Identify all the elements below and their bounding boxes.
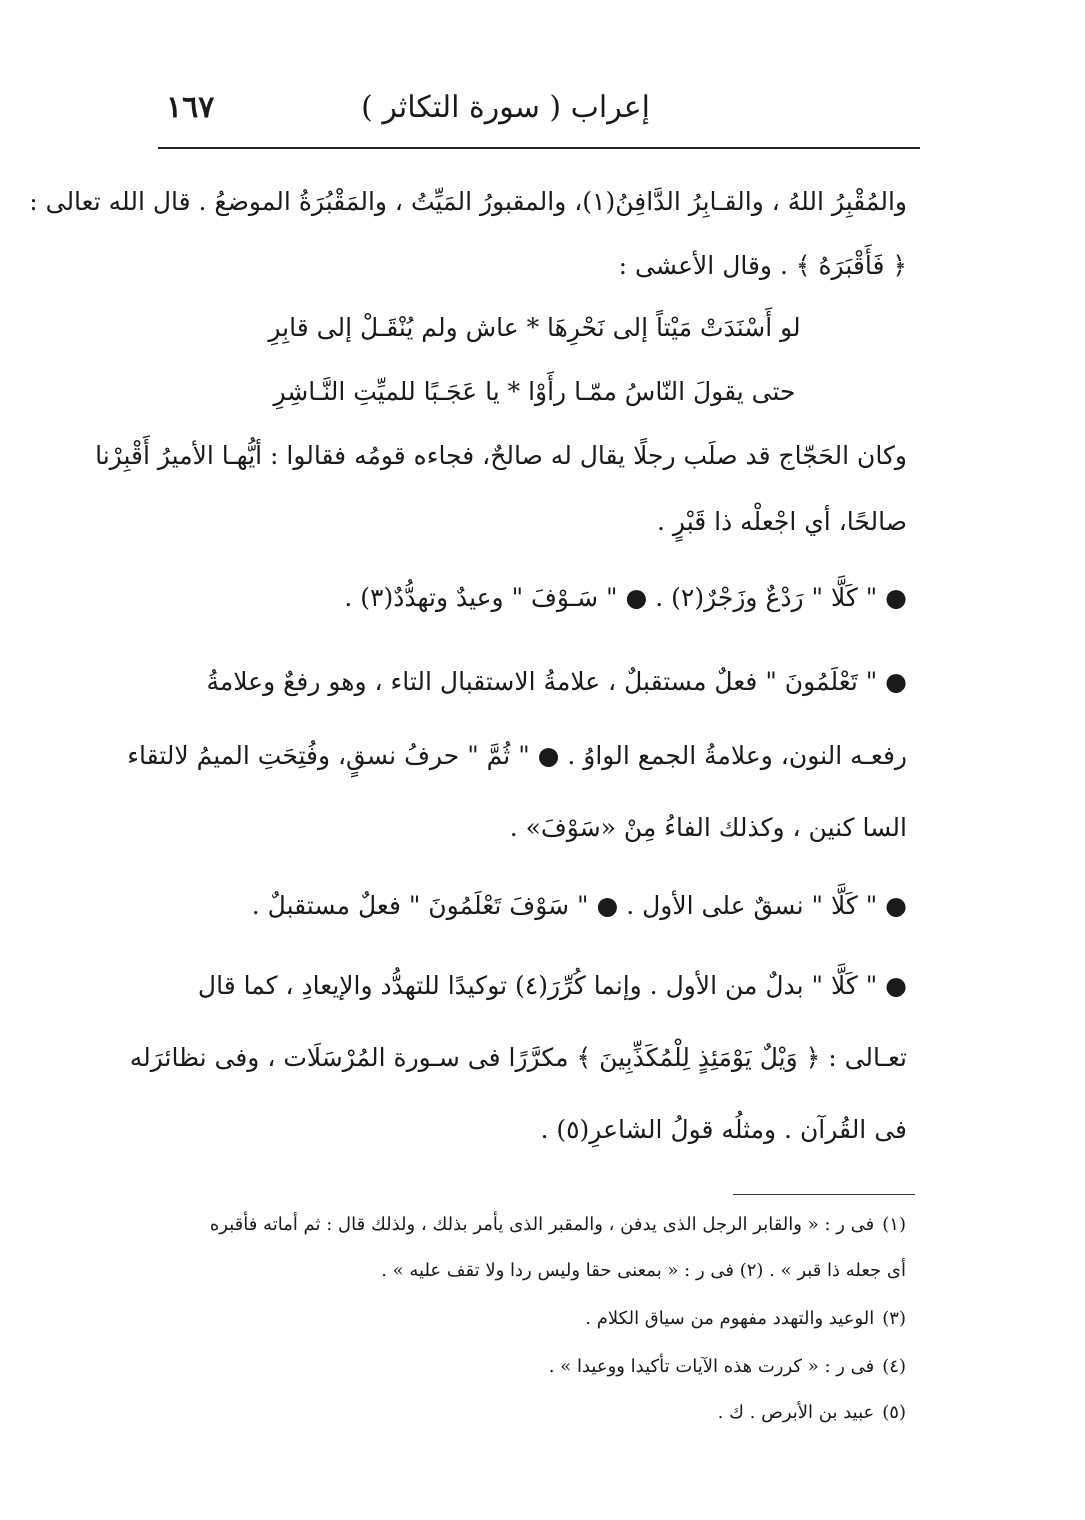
chapter-title: إعراب ( سورة التكاثر ) bbox=[361, 90, 650, 125]
text-line: ● " تَعْلَمُونَ " فعلٌ مستقبلٌ ، علامةُ الاستقبال التاء ، وهو رفعٌ وعلامةُ bbox=[206, 667, 907, 696]
footnote-number: (١) bbox=[882, 1214, 906, 1235]
text-line: ● " كَلَّا " بدلٌ من الأول . وإنما كُرِّرَ(٤) توكيدًا للتهدُّد والإيعادِ ، كما قال bbox=[197, 971, 907, 1000]
text-line: ● " كَلَّا " نسقٌ على الأول . ● " سَوْفَ تَعْلَمُونَ " فعلٌ مستقبلٌ . bbox=[251, 891, 907, 920]
footnote bbox=[190, 1208, 906, 1242]
footnote-text: فى ر : « كررت هذه الآيات تأكيدا ووعيدا » . bbox=[548, 1356, 875, 1377]
text-line: والمُقْبِرُ اللهُ ، والقـابِرُ الدَّافِنُ(١)، والمقبورُ المَيِّتُ ، والمَقْبُرَةُ الموضعُ . قال الله تعالى : bbox=[29, 187, 907, 216]
footnote-divider bbox=[733, 1194, 915, 1195]
footnote-text: الوعيد والتهدد مفهوم من سياق الكلام . bbox=[585, 1308, 875, 1329]
footnote-number: (٥) bbox=[882, 1402, 906, 1423]
text-line: وكان الحَجّاج قد صلَب رجلًا يقال له صالحٌ، فجاءه قومُه فقالوا : أيُّهـا الأميرُ أَقْبِرْنا bbox=[95, 441, 907, 470]
footnote-number: (٣) bbox=[882, 1308, 906, 1329]
footnote-number: (٤) bbox=[882, 1356, 906, 1377]
running-header bbox=[160, 86, 920, 136]
footnote bbox=[190, 1396, 906, 1430]
text-line: صالحًا، أي اجْعلْه ذا قَبْرٍ . bbox=[657, 507, 907, 536]
footnote-text: فى ر : « والقابر الرجل الذى يدفن ، والمقبر الذى يأمر بذلك ، ولذلك قال : ثم أماته فأقبره bbox=[209, 1214, 875, 1235]
footnote bbox=[190, 1254, 906, 1288]
text-line: السا كنين ، وكذلك الفاءُ مِنْ «سَوْفَ» . bbox=[509, 813, 907, 842]
footnote-text: أى جعله ذا قبر » . (٢) فى ر : « بمعنى حقا وليس ردا ولا تقف عليه » . bbox=[381, 1260, 906, 1281]
header-divider bbox=[158, 147, 920, 149]
text-line: فى القُرآن . ومثلُه قولُ الشاعرِ(٥) . bbox=[540, 1115, 907, 1144]
text-line: رفعـه النون، وعلامةُ الجمع الواوُ . ● " ثُمَّ " حرفُ نسقٍ، وفُتِحَتِ الميمُ لالتقاء bbox=[127, 741, 907, 770]
footnote bbox=[190, 1350, 906, 1384]
text-line: ﴿ فَأَقْبَرَهُ ﴾ . وقال الأعشى : bbox=[618, 251, 907, 280]
page-number: ١٦٧ bbox=[166, 90, 215, 125]
text-line: ● " كَلَّا " رَدْعٌ وزَجْرٌ(٢) . ● " سَـوْفَ " وعيدٌ وتهدُّدٌ(٣) . bbox=[344, 583, 907, 612]
verse-line: حتى يقولَ النّاسُ ممّـا رأَوْا * يا عَجَـبًا للميِّتِ النَّـاشِرِ bbox=[273, 377, 796, 406]
footnote-text: عبيد بن الأبرص . ك . bbox=[717, 1402, 875, 1423]
text-line: تعـالى : ﴿ وَيْلٌ يَوْمَئِذٍ لِلْمُكَذِّبِينَ ﴾ مكرَّرًا فى سـورة المُرْسَلَات ، وفى نظائرَله bbox=[129, 1043, 907, 1072]
verse-line: لو أَسْنَدَتْ مَيْتاً إلى نَحْرِهَا * عاش ولم يُنْقَـلْ إلى قابِرِ bbox=[268, 313, 801, 342]
footnote bbox=[190, 1302, 906, 1336]
